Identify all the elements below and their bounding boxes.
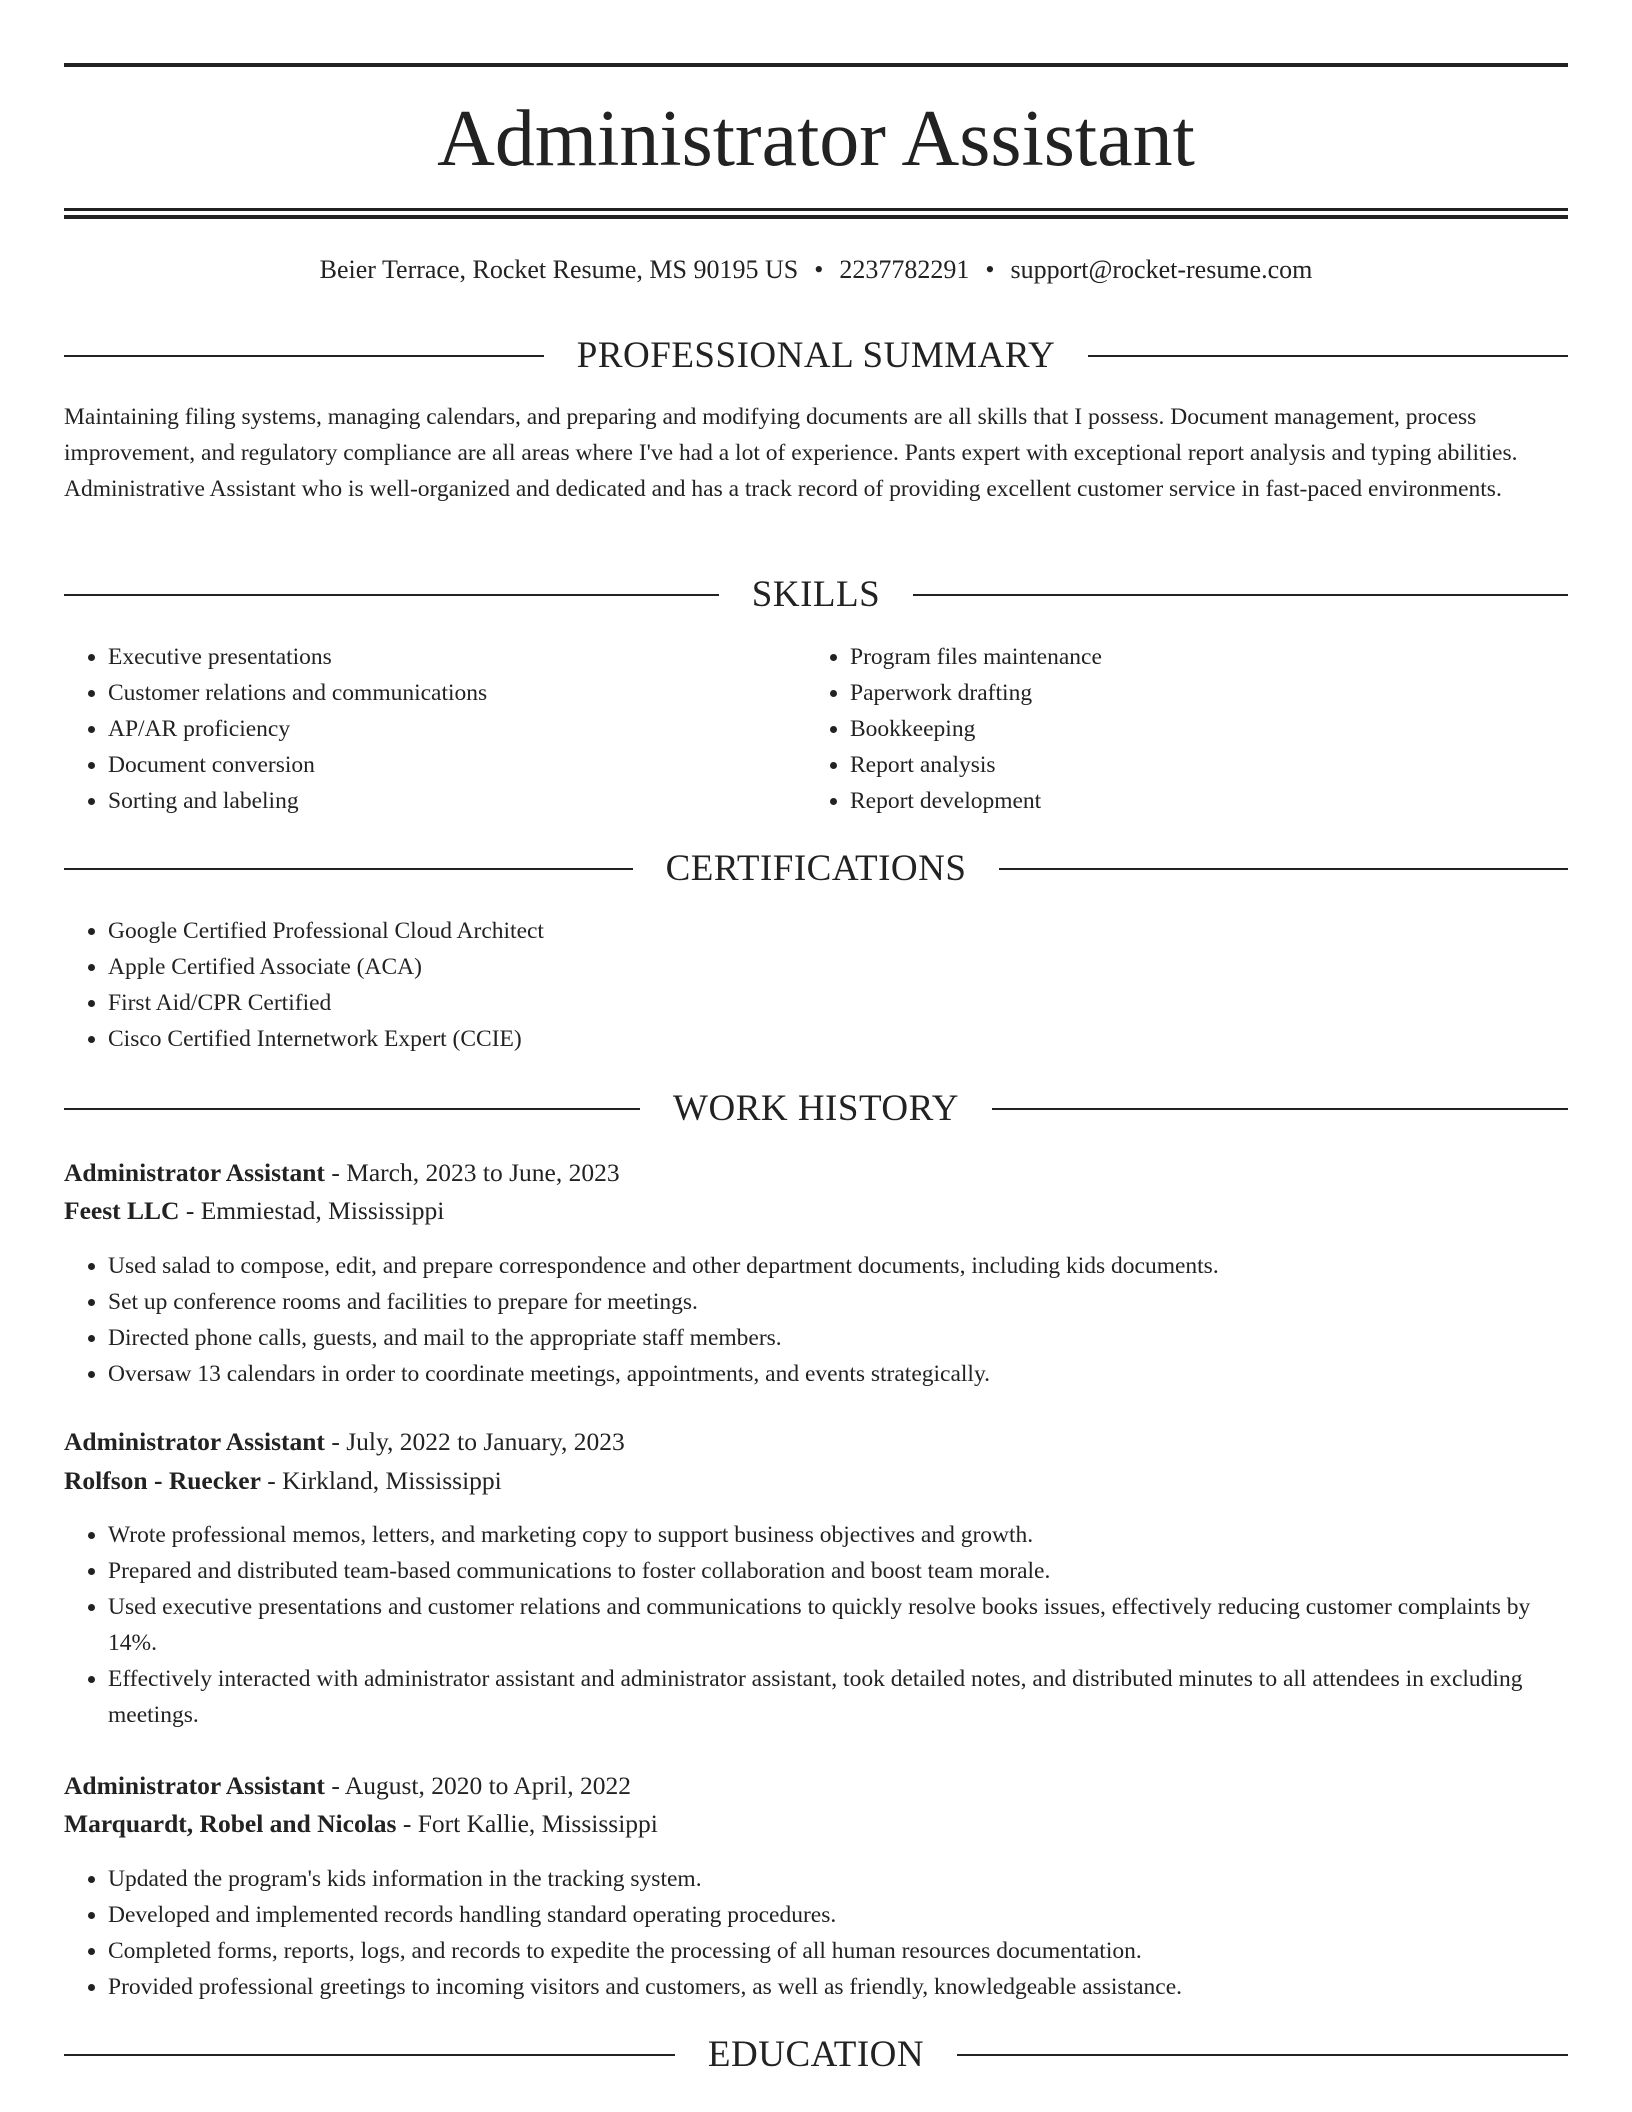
divider-line bbox=[1088, 355, 1568, 357]
job-location: Kirkland, Mississippi bbox=[282, 1466, 502, 1495]
contact-separator: • bbox=[814, 255, 824, 284]
dash: - bbox=[260, 1466, 283, 1495]
job-company-line bbox=[64, 1805, 1568, 1843]
section-title: PROFESSIONAL SUMMARY bbox=[576, 335, 1056, 376]
skill-item: • Report analysis bbox=[850, 747, 1550, 783]
job-company-line bbox=[64, 1192, 1568, 1230]
skill-item: • AP/AR proficiency bbox=[108, 711, 808, 747]
job-title: Administrator Assistant bbox=[64, 1158, 325, 1187]
certification-item: • Google Certified Professional Cloud Architect bbox=[108, 913, 1568, 949]
skill-item: • Document conversion bbox=[108, 747, 808, 783]
divider-line bbox=[64, 2054, 675, 2056]
job-company: Marquardt, Robel and Nicolas bbox=[64, 1809, 397, 1838]
job-title-line bbox=[64, 1423, 1568, 1461]
section-heading-skills bbox=[64, 573, 1568, 617]
contact-separator: • bbox=[985, 255, 995, 284]
dash: - bbox=[396, 1809, 418, 1838]
section-heading-work-history bbox=[64, 1087, 1568, 1131]
dash: - bbox=[324, 1158, 347, 1187]
section-title: SKILLS bbox=[751, 574, 881, 615]
divider-line bbox=[64, 355, 544, 357]
job-bullet: • Used executive presentations and customer relations and communications to quickly resolve books issues, effectively reducing customer complaints by 14%. bbox=[108, 1589, 1568, 1661]
skill-item: • Bookkeeping bbox=[850, 711, 1550, 747]
divider-line bbox=[992, 1108, 1568, 1110]
job-dates: March, 2023 to June, 2023 bbox=[346, 1158, 620, 1187]
summary-text: Maintaining filing systems, managing calendars, and preparing and modifying documents are all skills that I possess. Document management, process improvement, and regulatory compliance are all areas where I've had a lot of experience. Pants expert with exceptional report analysis and typing abilities. Administrative Assistant who is well-organized and dedicated and has a track record of providing excellent customer service in fast-paced environments. bbox=[64, 404, 1518, 502]
job-company: Feest LLC bbox=[64, 1196, 180, 1225]
job-bullet: • Oversaw 13 calendars in order to coordinate meetings, appointments, and events strategically. bbox=[108, 1356, 1568, 1392]
certifications-list bbox=[64, 913, 1568, 1057]
skill-item: • Paperwork drafting bbox=[850, 675, 1550, 711]
job-bullet: • Used salad to compose, edit, and prepare correspondence and other department documents, including kids documents. bbox=[108, 1248, 1568, 1284]
divider-line bbox=[913, 594, 1568, 596]
job-dates: July, 2022 to January, 2023 bbox=[346, 1427, 625, 1456]
job-bullet: • Developed and implemented records handling standard operating procedures. bbox=[108, 1897, 1568, 1933]
job-title-line bbox=[64, 1767, 1568, 1805]
skills-list-left bbox=[64, 639, 808, 819]
skill-item: • Program files maintenance bbox=[850, 639, 1550, 675]
job-bullet: • Provided professional greetings to incoming visitors and customers, as well as friendly, knowledgeable assistance. bbox=[108, 1969, 1568, 2005]
job-bullet: • Set up conference rooms and facilities to prepare for meetings. bbox=[108, 1284, 1568, 1320]
skill-item: • Sorting and labeling bbox=[108, 783, 808, 819]
certification-item: • Cisco Certified Internetwork Expert (CCIE) bbox=[108, 1021, 1568, 1057]
dash: - bbox=[179, 1196, 201, 1225]
job-bullet: • Updated the program's kids information in the tracking system. bbox=[108, 1861, 1568, 1897]
name-double-rule bbox=[64, 208, 1568, 219]
job-bullet: • Prepared and distributed team-based communications to foster collaboration and boost team morale. bbox=[108, 1553, 1568, 1589]
job-company: Rolfson - Ruecker bbox=[64, 1466, 261, 1495]
job-location: Emmiestad, Mississippi bbox=[200, 1196, 445, 1225]
skill-item: • Report development bbox=[850, 783, 1550, 819]
job-bullet: • Completed forms, reports, logs, and records to expedite the processing of all human resources documentation. bbox=[108, 1933, 1568, 1969]
section-title: EDUCATION bbox=[707, 2034, 925, 2075]
section-heading-education bbox=[64, 2033, 1568, 2077]
divider-line bbox=[64, 868, 633, 870]
contact-email: support@rocket-resume.com bbox=[1010, 255, 1313, 284]
divider-line bbox=[64, 594, 719, 596]
job-bullet: • Wrote professional memos, letters, and marketing copy to support business objectives and growth. bbox=[108, 1517, 1568, 1553]
job-bullet: • Directed phone calls, guests, and mail to the appropriate staff members. bbox=[108, 1320, 1568, 1356]
job-company-line bbox=[64, 1462, 1568, 1500]
certification-item: • First Aid/CPR Certified bbox=[108, 985, 1568, 1021]
section-heading-summary bbox=[64, 334, 1568, 378]
job-bullets bbox=[64, 1517, 1568, 1733]
divider-line bbox=[64, 1108, 640, 1110]
divider-line bbox=[957, 2054, 1568, 2056]
section-title: WORK HISTORY bbox=[673, 1088, 959, 1129]
job-bullets bbox=[64, 1248, 1568, 1392]
job-bullets bbox=[64, 1861, 1568, 2005]
skill-item: • Executive presentations bbox=[108, 639, 808, 675]
top-rule bbox=[64, 63, 1568, 67]
resume-name: Administrator Assistant bbox=[437, 95, 1195, 183]
dash: - bbox=[324, 1427, 347, 1456]
section-heading-certifications bbox=[64, 847, 1568, 891]
skills-list-right bbox=[806, 639, 1550, 819]
contact-address: Beier Terrace, Rocket Resume, MS 90195 US bbox=[319, 255, 799, 284]
job-title: Administrator Assistant bbox=[64, 1771, 325, 1800]
section-title: CERTIFICATIONS bbox=[665, 848, 967, 889]
job-location: Fort Kallie, Mississippi bbox=[417, 1809, 658, 1838]
dash: - bbox=[324, 1771, 345, 1800]
job-bullet: • Effectively interacted with administrator assistant and administrator assistant, took detailed notes, and distributed minutes to all attendees in excluding meetings. bbox=[108, 1661, 1568, 1733]
job-title-line bbox=[64, 1154, 1568, 1192]
job-dates: August, 2020 to April, 2022 bbox=[344, 1771, 631, 1800]
skill-item: • Customer relations and communications bbox=[108, 675, 808, 711]
contact-line bbox=[64, 252, 1568, 288]
certification-item: • Apple Certified Associate (ACA) bbox=[108, 949, 1568, 985]
divider-line bbox=[999, 868, 1568, 870]
job-title: Administrator Assistant bbox=[64, 1427, 325, 1456]
contact-phone: 2237782291 bbox=[839, 255, 970, 284]
